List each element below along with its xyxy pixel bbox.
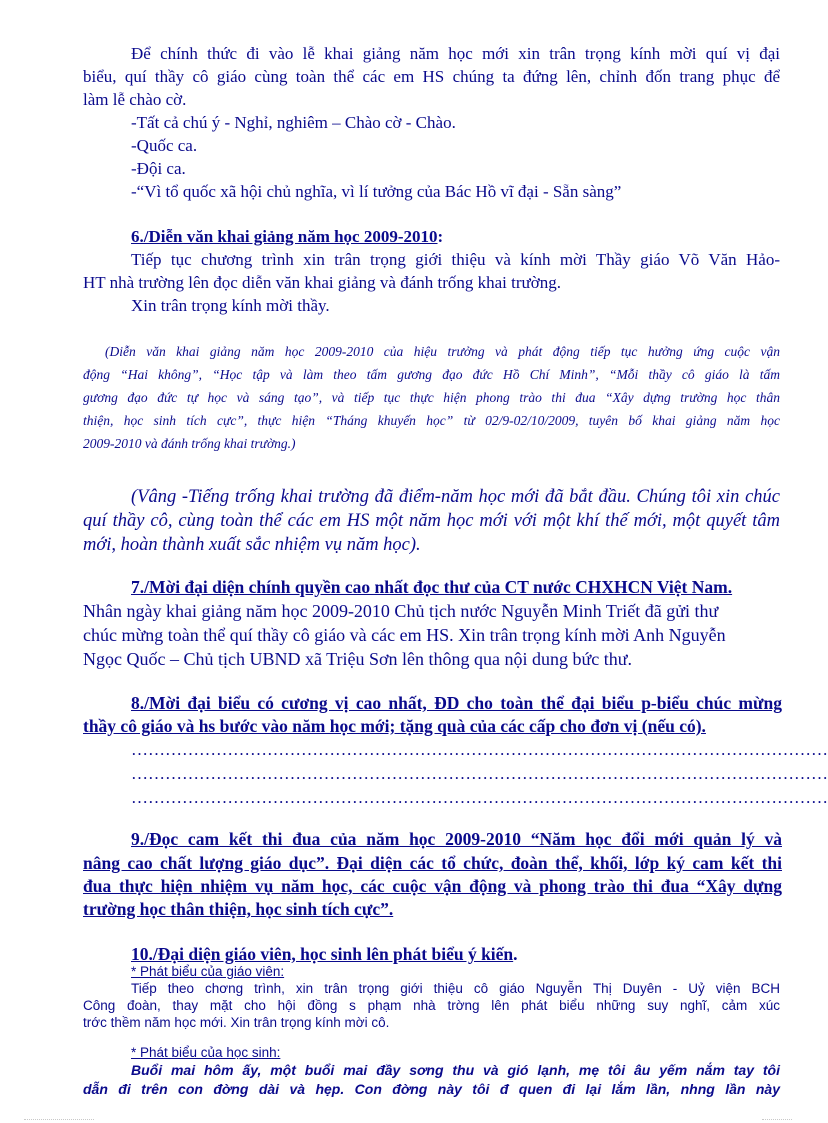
mc-reply-line: quí thầy cô, cùng toàn thể các em HS một năm học mới với một khí thế mới, một quyết tâm (83, 511, 780, 531)
section-7-body-line: chúc mừng toàn thể quí thầy cô giáo và các em HS. Xin trân trọng kính mời Anh Nguyễn (83, 625, 726, 645)
ceremony-command: -“Vì tổ quốc xã hội chủ nghĩa, vì lí tưởng của Bác Hồ vĩ đại - Sẵn sàng” (131, 182, 622, 201)
speech-note-line: gương đạo đức tự học và sáng tạo”, và tiếp tục thực hiện phong trào thi đua “Xây dựng trường học thân (83, 390, 780, 405)
student-speech-label: * Phát biểu của học sinh: (131, 1045, 281, 1060)
ceremony-command: -Tất cả chú ý - Nghỉ, nghiêm – Chào cờ - Chào. (131, 113, 456, 132)
section-6-body-line: Xin trân trọng kính mời thầy. (131, 296, 330, 315)
mc-reply-line: (Vâng -Tiếng trống khai trường đã điểm-năm học mới đã bắt đầu. Chúng tôi xin chúc (131, 487, 780, 507)
speech-note-line: 2009-2010 và đánh trống khai trường.) (83, 436, 296, 451)
section-7-body-line: Nhân ngày khai giảng năm học 2009-2010 Chủ tịch nước Nguyễn Minh Triết đã gửi thư (83, 601, 719, 621)
teacher-speech-line: Tiếp theo chơng trình, xin trân trọng giới thiệu cô giáo Nguyễn Thị Duyên - Uỷ viện BCH (131, 981, 780, 996)
section-6-body-line: Tiếp tục chương trình xin trân trọng giới thiệu và kính mời Thầy giáo Võ Văn Hảo- (131, 250, 780, 269)
speech-note-line: động “Hai không”, “Học tập và làm theo tấm gương đạo đức Hồ Chí Minh”, “Mỗi thầy cô giáo là tấm (83, 367, 780, 382)
section-10-heading: 10./Đại diện giáo viên, học sinh lên phát biểu ý kiến. (131, 944, 518, 964)
speech-note-line: (Diễn văn khai giảng năm học 2009-2010 của hiệu trưởng và phát động tiếp tục hưởng ứng cuộc vận (105, 344, 780, 359)
section-9-heading-line: 9./Đọc cam kết thi đua của năm học 2009-2010 “Năm học đổi mới quản lý và (131, 829, 782, 849)
blank-dotted-line: …………………………………………………………………………………………………………… (131, 788, 828, 807)
section-7-body-line: Ngọc Quốc – Chủ tịch UBND xã Triệu Sơn lên thông qua nội dung bức thư. (83, 649, 632, 669)
student-speech-line: Buổi mai hôm ấy, một buổi mai đầy sơng thu và gió lạnh, mẹ tôi âu yếm nắm tay tôi (131, 1062, 780, 1078)
section-8-heading-line: thầy cô giáo và hs bước vào năm học mới; tặng quà của các cấp cho đơn vị (nếu có). (83, 716, 706, 736)
opening-paragraph-line: Để chính thức đi vào lễ khai giảng năm học mới xin trân trọng kính mời quí vị đại (131, 44, 780, 63)
section-9-heading-line: đua thực hiện nhiệm vụ năm học, các cuộc vận động và phong trào thi đua “Xây dựng (83, 876, 782, 896)
speech-note-line: thiện, học sinh tích cực”, thực hiện “Tháng khuyến học” từ 02/9-02/10/2009, tuyên bố khai giảng năm học (83, 413, 780, 428)
student-speech-line: dẫn đi trên con đờng dài và hẹp. Con đờng này tôi đ quen đi lại lắm lần, nhng lần này (83, 1081, 780, 1097)
blank-dotted-line: …………………………………………………………………………………………………………… (131, 740, 828, 759)
teacher-speech-line: Công đoàn, thay mặt cho hội đồng s phạm nhà trờng lên phát biểu những suy nghĩ, cảm xúc (83, 998, 780, 1013)
teacher-speech-label: * Phát biểu của giáo viên: (131, 964, 285, 979)
section-7-heading: 7./Mời đại diện chính quyền cao nhất đọc thư của CT nước CHXHCN Việt Nam. (131, 577, 733, 597)
section-8-heading-line: 8./Mời đại biểu có cương vị cao nhất, ĐD cho toàn thể đại biểu p-biểu chúc mừng (131, 693, 782, 713)
teacher-speech-line: trớc thềm năm học mới. Xin trân trọng kính mời cô. (83, 1015, 390, 1030)
page-edge-mark (24, 1119, 94, 1122)
ceremony-command: -Đội ca. (131, 159, 186, 178)
blank-dotted-line: …………………………………………………………………………………………………………… (131, 764, 828, 783)
page-edge-mark (762, 1119, 792, 1122)
opening-paragraph-line: biểu, quí thầy cô giáo cùng toàn thể các em HS chúng ta đứng lên, chỉnh đốn trang phục để (83, 67, 780, 86)
section-9-heading-line: trường học thân thiện, học sinh tích cực”. (83, 899, 394, 919)
section-6-heading: 6./Diễn văn khai giảng năm học 2009-2010: (131, 227, 444, 246)
mc-reply-line: mới, hoàn thành xuất sắc nhiệm vụ năm học). (83, 535, 421, 555)
section-9-heading-line: nâng cao chất lượng giáo dục”. Đại diện các tổ chức, đoàn thể, khối, lớp ký cam kết thi (83, 853, 782, 873)
opening-paragraph-line: làm lễ chào cờ. (83, 90, 187, 109)
section-6-body-line: HT nhà trường lên đọc diễn văn khai giảng và đánh trống khai trường. (83, 273, 561, 292)
ceremony-command: -Quốc ca. (131, 136, 198, 155)
